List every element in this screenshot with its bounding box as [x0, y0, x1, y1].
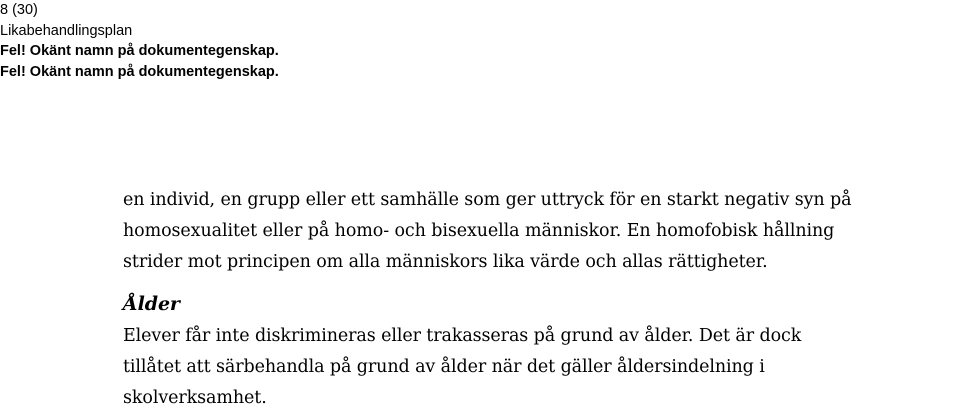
page-number: 8 (30): [0, 2, 38, 18]
section-heading-alder: Ålder: [123, 293, 180, 315]
document-title: Likabehandlingsplan: [0, 22, 133, 39]
intro-paragraph: [123, 185, 953, 278]
section-line: tillåtet att särbehandla på grund av ålder när det gäller åldersindelning i: [123, 357, 765, 377]
section-line: skolverksamhet.: [123, 388, 267, 408]
field-error-line-1: Fel! Okänt namn på dokumentegenskap.: [0, 43, 279, 59]
document-body: [123, 185, 953, 414]
field-error-line-2: Fel! Okänt namn på dokumentegenskap.: [0, 63, 279, 80]
section-paragraph-alder: [123, 321, 953, 414]
section-line: Elever får inte diskrimineras eller trakasseras på grund av ålder. Det är dock: [123, 326, 802, 346]
intro-line: homosexualitet eller på homo- och bisexuella människor. En homofobisk hållning: [123, 221, 835, 241]
intro-line: en individ, en grupp eller ett samhälle som ger uttryck för en starkt negativ syn på: [123, 190, 852, 210]
page-header: [0, 0, 279, 82]
intro-line: strider mot principen om alla människors lika värde och allas rättigheter.: [123, 252, 768, 272]
